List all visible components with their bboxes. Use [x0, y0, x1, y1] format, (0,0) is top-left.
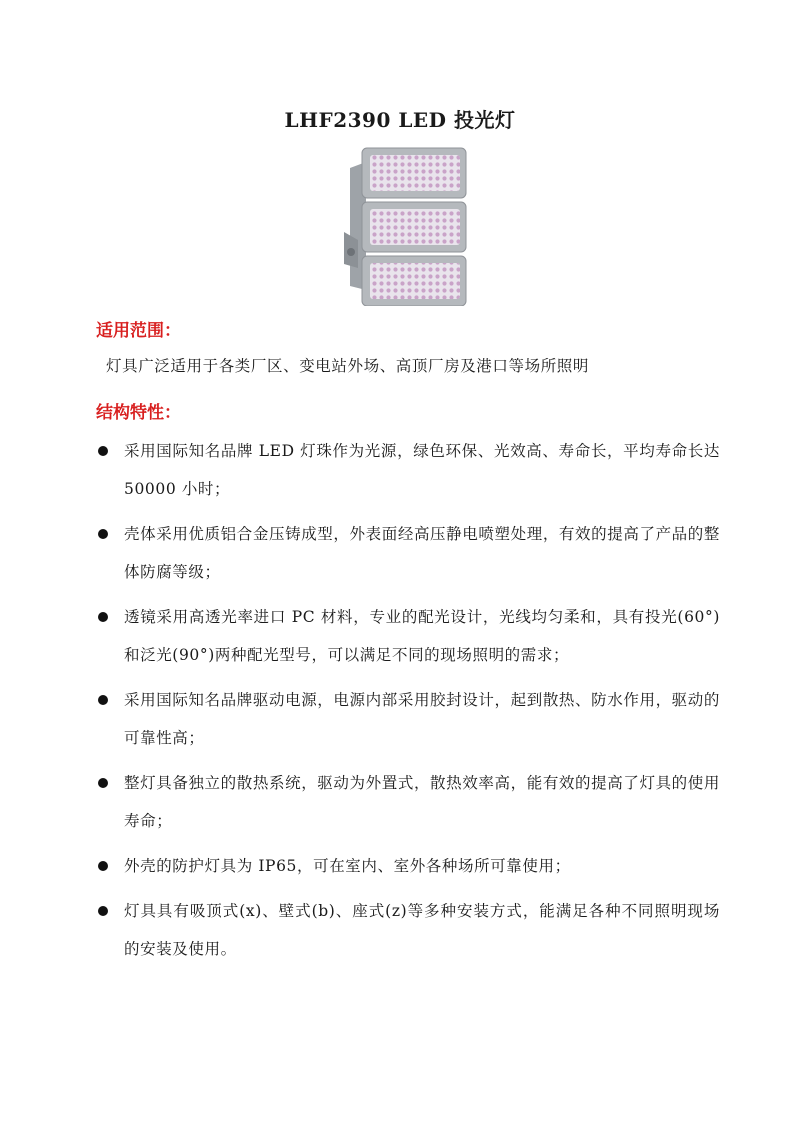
list-item	[96, 432, 720, 508]
features-list	[96, 432, 720, 975]
feature-text: 灯具具有吸顶式(x)、壁式(b)、座式(z)等多种安装方式，能满足各种不同照明现场的安装及使用。	[124, 902, 720, 958]
bullet-icon	[98, 861, 108, 871]
feature-text: 外壳的防护灯具为 IP65，可在室内、室外各种场所可靠使用；	[124, 857, 571, 875]
feature-text: 采用国际知名品牌驱动电源，电源内部采用胶封设计，起到散热、防水作用，驱动的可靠性高；	[124, 691, 720, 747]
list-item	[96, 764, 720, 840]
feature-text: 采用国际知名品牌 LED 灯珠作为光源，绿色环保、光效高、寿命长，平均寿命长达 50000 小时；	[124, 442, 720, 498]
feature-text: 透镜采用高透光率进口 PC 材料，专业的配光设计，光线均匀柔和，具有投光(60°)和泛光(90°)两种配光型号，可以满足不同的现场照明的需求；	[124, 608, 720, 664]
bullet-icon	[98, 446, 108, 456]
bullet-icon	[98, 612, 108, 622]
bullet-icon	[98, 695, 108, 705]
list-item	[96, 892, 720, 968]
feature-text: 壳体采用优质铝合金压铸成型，外表面经高压静电喷塑处理，有效的提高了产品的整体防腐等级；	[124, 525, 720, 581]
list-item	[96, 847, 720, 885]
bullet-icon	[98, 778, 108, 788]
floodlight-product-image	[336, 140, 476, 306]
features-heading: 结构特性：	[96, 403, 181, 423]
list-item	[96, 598, 720, 674]
list-item	[96, 681, 720, 757]
page-title: LHF2390 LED 投光灯	[284, 108, 516, 132]
bullet-icon	[98, 529, 108, 539]
list-item	[96, 515, 720, 591]
feature-text: 整灯具备独立的散热系统，驱动为外置式，散热效率高，能有效的提高了灯具的使用寿命；	[124, 774, 720, 830]
application-text: 灯具广泛适用于各类厂区、变电站外场、高顶厂房及港口等场所照明	[106, 357, 590, 375]
application-heading: 适用范围：	[96, 321, 181, 341]
bullet-icon	[98, 906, 108, 916]
